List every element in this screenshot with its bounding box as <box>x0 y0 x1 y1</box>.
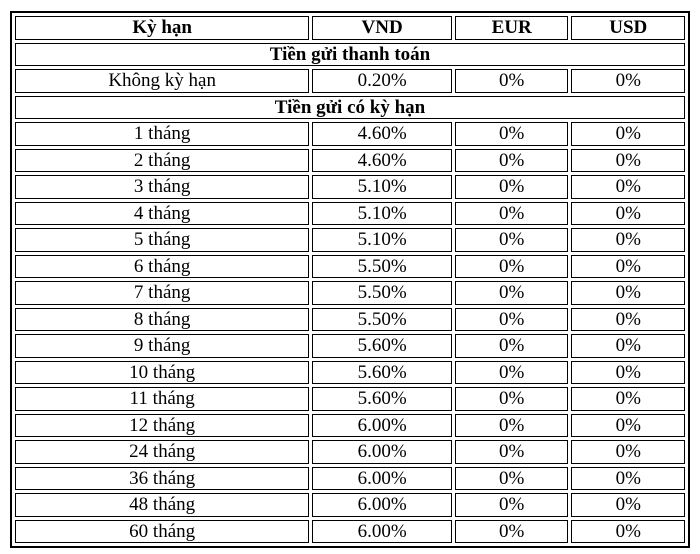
cell-usd: 0% <box>571 387 685 411</box>
table-row <box>15 69 685 93</box>
table-body <box>15 43 685 544</box>
cell-usd: 0% <box>571 308 685 332</box>
cell-vnd: 6.00% <box>312 414 452 438</box>
table-row <box>15 493 685 517</box>
cell-term: 24 tháng <box>15 440 309 464</box>
cell-term: 4 tháng <box>15 202 309 226</box>
cell-eur: 0% <box>455 520 569 544</box>
cell-eur: 0% <box>455 281 569 305</box>
cell-eur: 0% <box>455 202 569 226</box>
cell-vnd: 5.10% <box>312 202 452 226</box>
table-row <box>15 175 685 199</box>
cell-vnd: 6.00% <box>312 520 452 544</box>
cell-usd: 0% <box>571 149 685 173</box>
cell-term: 48 tháng <box>15 493 309 517</box>
table-row <box>15 255 685 279</box>
table-row <box>15 228 685 252</box>
table-row <box>15 149 685 173</box>
cell-usd: 0% <box>571 69 685 93</box>
cell-eur: 0% <box>455 308 569 332</box>
cell-eur: 0% <box>455 69 569 93</box>
cell-vnd: 5.10% <box>312 228 452 252</box>
table-row <box>15 414 685 438</box>
cell-term: 8 tháng <box>15 308 309 332</box>
cell-term: 7 tháng <box>15 281 309 305</box>
cell-usd: 0% <box>571 175 685 199</box>
cell-eur: 0% <box>455 175 569 199</box>
cell-eur: 0% <box>455 467 569 491</box>
cell-usd: 0% <box>571 440 685 464</box>
table-row <box>15 122 685 146</box>
cell-eur: 0% <box>455 228 569 252</box>
cell-eur: 0% <box>455 387 569 411</box>
cell-vnd: 5.50% <box>312 281 452 305</box>
cell-eur: 0% <box>455 149 569 173</box>
table-row <box>15 520 685 544</box>
cell-term: 60 tháng <box>15 520 309 544</box>
cell-usd: 0% <box>571 493 685 517</box>
cell-eur: 0% <box>455 334 569 358</box>
cell-eur: 0% <box>455 414 569 438</box>
cell-usd: 0% <box>571 334 685 358</box>
cell-vnd: 5.10% <box>312 175 452 199</box>
cell-usd: 0% <box>571 467 685 491</box>
cell-eur: 0% <box>455 122 569 146</box>
cell-vnd: 4.60% <box>312 122 452 146</box>
cell-usd: 0% <box>571 255 685 279</box>
header-eur: EUR <box>455 16 569 40</box>
cell-eur: 0% <box>455 493 569 517</box>
table-row <box>15 281 685 305</box>
cell-term: 6 tháng <box>15 255 309 279</box>
cell-vnd: 4.60% <box>312 149 452 173</box>
cell-usd: 0% <box>571 414 685 438</box>
cell-usd: 0% <box>571 122 685 146</box>
table-row <box>15 387 685 411</box>
cell-eur: 0% <box>455 361 569 385</box>
section-row <box>15 43 685 67</box>
cell-usd: 0% <box>571 281 685 305</box>
cell-term: 12 tháng <box>15 414 309 438</box>
cell-vnd: 5.60% <box>312 361 452 385</box>
cell-vnd: 6.00% <box>312 493 452 517</box>
cell-vnd: 6.00% <box>312 467 452 491</box>
cell-term: 10 tháng <box>15 361 309 385</box>
table-row <box>15 440 685 464</box>
section-row <box>15 96 685 120</box>
cell-eur: 0% <box>455 255 569 279</box>
cell-usd: 0% <box>571 202 685 226</box>
cell-vnd: 5.60% <box>312 387 452 411</box>
table-row <box>15 467 685 491</box>
section-title: Tiền gửi thanh toán <box>15 43 685 67</box>
cell-term: 36 tháng <box>15 467 309 491</box>
cell-term: 9 tháng <box>15 334 309 358</box>
cell-eur: 0% <box>455 440 569 464</box>
cell-term: Không kỳ hạn <box>15 69 309 93</box>
header-row <box>15 16 685 40</box>
header-term: Kỳ hạn <box>15 16 309 40</box>
section-title: Tiền gửi có kỳ hạn <box>15 96 685 120</box>
cell-usd: 0% <box>571 520 685 544</box>
cell-term: 3 tháng <box>15 175 309 199</box>
cell-vnd: 0.20% <box>312 69 452 93</box>
cell-usd: 0% <box>571 228 685 252</box>
table-row <box>15 361 685 385</box>
cell-term: 5 tháng <box>15 228 309 252</box>
cell-vnd: 5.50% <box>312 255 452 279</box>
header-usd: USD <box>571 16 685 40</box>
cell-vnd: 5.50% <box>312 308 452 332</box>
table-row <box>15 202 685 226</box>
interest-rate-table <box>10 11 690 548</box>
cell-term: 2 tháng <box>15 149 309 173</box>
cell-vnd: 6.00% <box>312 440 452 464</box>
table-row <box>15 308 685 332</box>
cell-usd: 0% <box>571 361 685 385</box>
cell-vnd: 5.60% <box>312 334 452 358</box>
cell-term: 11 tháng <box>15 387 309 411</box>
table-row <box>15 334 685 358</box>
header-vnd: VND <box>312 16 452 40</box>
cell-term: 1 tháng <box>15 122 309 146</box>
